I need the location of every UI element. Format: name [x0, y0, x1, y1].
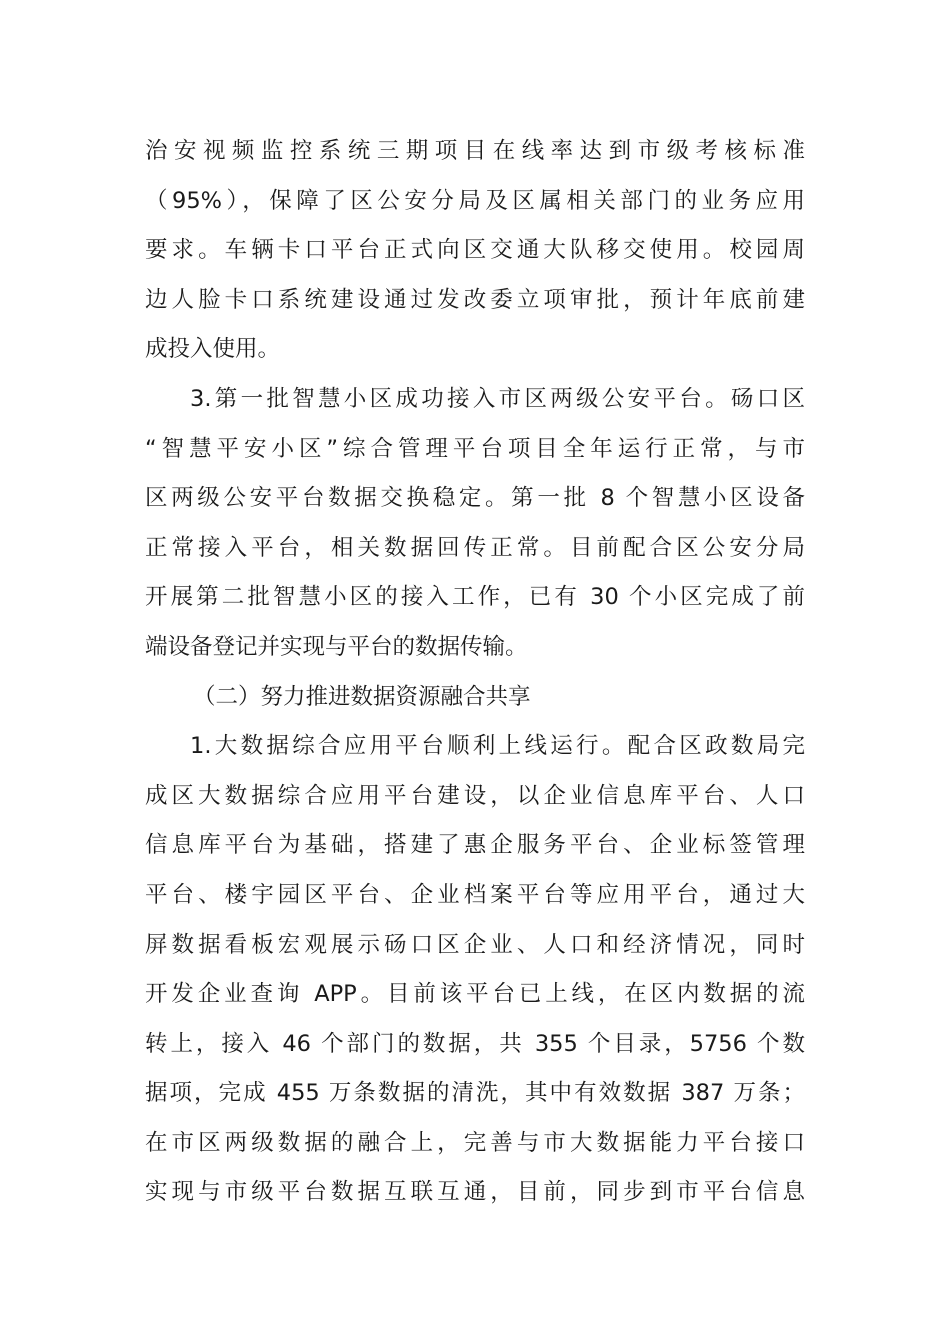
text-line: “智慧平安小区”综合管理平台项目全年运行正常，与市 — [145, 435, 805, 462]
text-line: 信息库平台为基础，搭建了惠企服务平台、企业标签管理 — [145, 832, 805, 859]
body-text — [145, 127, 810, 1218]
text-line: 正常接入平台，相关数据回传正常。目前配合区公安分局 — [145, 534, 805, 561]
text-line: 平台、楼宇园区平台、企业档案平台等应用平台，通过大 — [145, 881, 805, 908]
text-line: 治安视频监控系统三期项目在线率达到市级考核标准 — [145, 138, 805, 164]
text-line: 开发企业查询 APP。目前该平台已上线，在区内数据的流 — [145, 981, 805, 1008]
text-line: 要求。车辆卡口平台正式向区交通大队移交使用。校园周 — [145, 237, 805, 264]
text-line: 成投入使用。 — [145, 336, 281, 363]
text-line: 区两级公安平台数据交换稳定。第一批 8 个智慧小区设备 — [145, 485, 805, 512]
text-line: 开展第二批智慧小区的接入工作，已有 30 个小区完成了前 — [145, 584, 805, 611]
paragraph-start-line: 1.大数据综合应用平台顺利上线运行。配合区政数局完 — [190, 733, 805, 760]
section-heading: （二）努力推进数据资源融合共享 — [193, 683, 531, 710]
text-line: 端设备登记并实现与平台的数据传输。 — [145, 633, 528, 660]
text-line: 据项，完成 455 万条数据的清洗，其中有效数据 387 万条； — [145, 1080, 805, 1107]
text-line: 边人脸卡口系统建设通过发改委立项审批，预计年底前建 — [145, 286, 805, 313]
text-line: 屏数据看板宏观展示砀口区企业、人口和经济情况，同时 — [145, 931, 805, 958]
text-line: 成区大数据综合应用平台建设，以企业信息库平台、人口 — [145, 782, 805, 809]
text-line: 在市区两级数据的融合上，完善与市大数据能力平台接口 — [145, 1129, 805, 1156]
text-line: 转上，接入 46 个部门的数据，共 355 个目录，5756 个数 — [145, 1030, 805, 1057]
paragraph-start-line: 3.第一批智慧小区成功接入市区两级公安平台。砀口区 — [190, 385, 805, 412]
text-line: 实现与市级平台数据互联互通，目前，同步到市平台信息 — [145, 1179, 805, 1206]
text-line: （95%），保障了区公安分局及区属相关部门的业务应用 — [145, 187, 805, 214]
